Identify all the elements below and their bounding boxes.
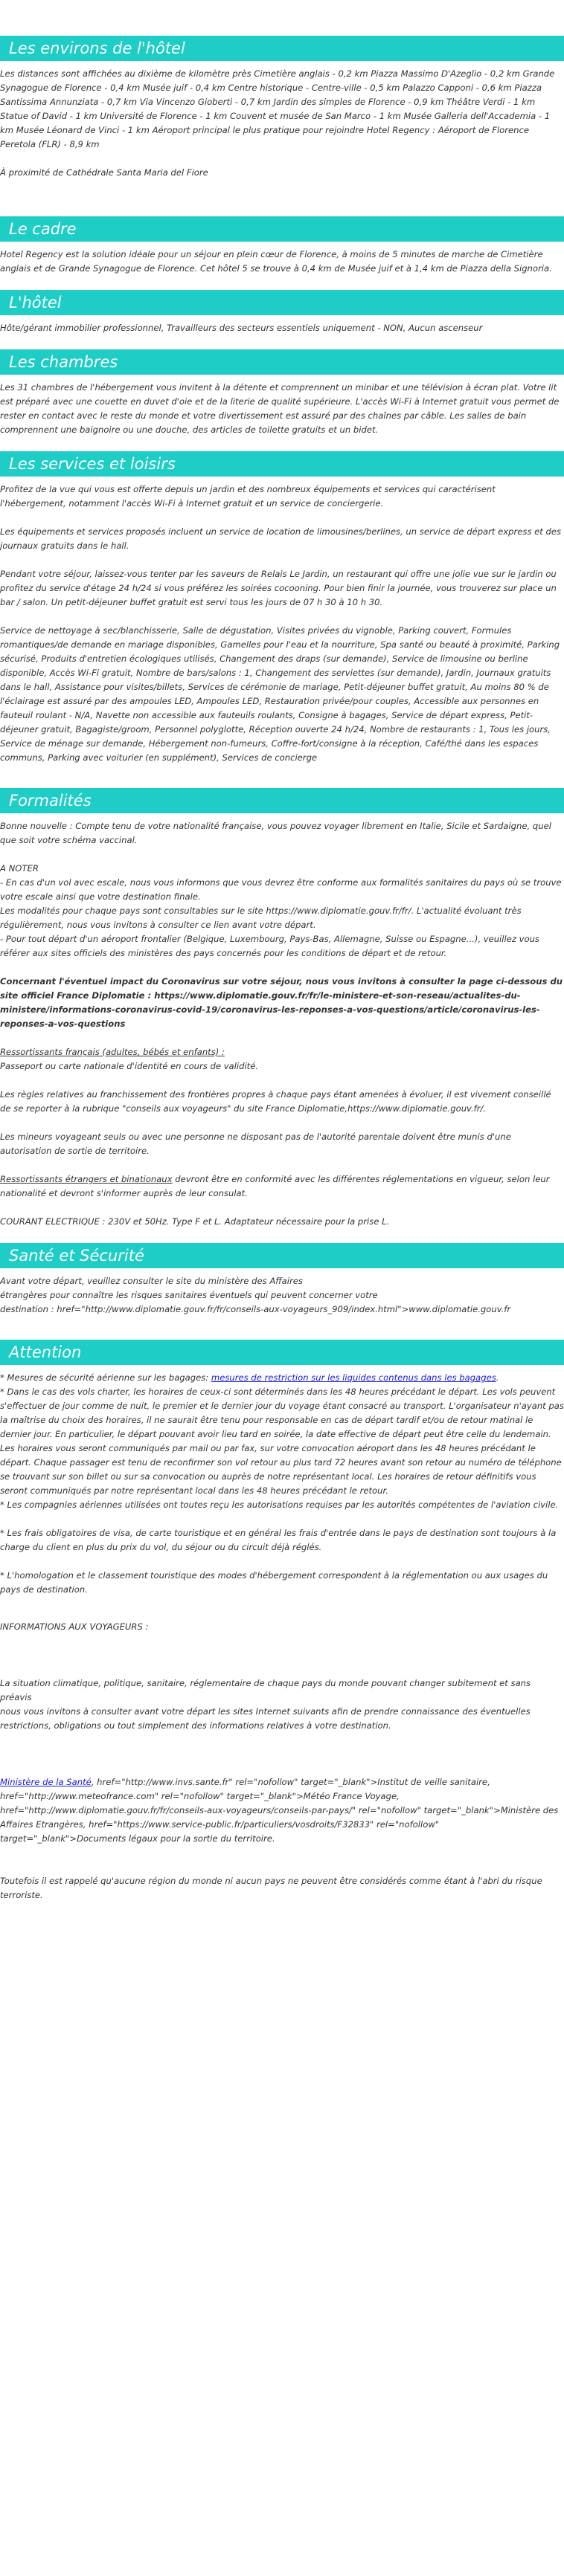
section-title-cadre: Le cadre — [0, 216, 564, 242]
attention-sources — [0, 1775, 564, 1846]
services-equipment: Les équipements et services proposés incluent un service de location de limousines/berlines, un service de départ express et des journaux gratuits dans le hall. — [0, 526, 562, 551]
section-title-attention: Attention — [0, 1340, 564, 1365]
section-body-hotel — [0, 321, 564, 335]
section-environs — [0, 36, 564, 180]
sante-line-3: destination : href="http://www.diplomatie.gouv.fr/fr/conseils-aux-voyageurs_909/index.html">www.diplomatie.gouv.fr — [0, 1304, 511, 1314]
formalites-minors: Les mineurs voyageant seuls ou avec une personne ne disposant pas de l'autorité parentale doivent être munis d'une autorisation de sortie de territoire. — [0, 1132, 511, 1156]
formalites-electric: COURANT ELECTRIQUE : 230V et 50Hz. Type F et L. Adaptateur nécessaire pour la prise L. — [0, 1216, 390, 1227]
attention-airlines: * Les compagnies aériennes utilisées ont toutes reçu les autorisations requises par les autorités compétentes de l'aviation civile. — [0, 1500, 559, 1510]
services-intro: Profitez de la vue qui vous est offerte depuis un jardin et des nombreux équipements et services qui caractérisent l'hébergement, notamment l'accès Wi-Fi à Internet gratuit et un service de conciergerie. — [0, 484, 496, 509]
section-sante — [0, 1243, 564, 1317]
section-body-services — [0, 482, 564, 765]
liquids-restriction-link[interactable]: mesures de restriction sur les liquides contenus dans les bagages — [211, 1372, 496, 1383]
section-title-formalites: Formalités — [0, 788, 564, 813]
cadre-text: Hotel Regency est la solution idéale pour un séjour en plein cœur de Florence, à moins de 5 minutes de marche de Cimetière anglais et de Grande Synagogue de Florence. Cet hôtel 5 se trouve à 0,4 km de Musée juif et à 1,4 km de Piazza della Signoria. — [0, 249, 552, 274]
formalites-note-2: Les modalités pour chaque pays sont consultables sur le site https://www.diplomatie.gouv.fr/fr/. L'actualité évoluant très régulièrement, nous vous invitons à consulter ce lien avant votre départ. — [0, 906, 522, 930]
formalites-intro: Bonne nouvelle : Compte tenu de votre nationalité française, vous pouvez voyager librement en Italie, Sicile et Sardaigne, quel que soit votre schéma vaccinal. — [0, 821, 551, 845]
services-list: Service de nettoyage à sec/blanchisserie, Salle de dégustation, Visites privées du vignoble, Parking couvert, Formules romantiques/de demande en mariage disponibles, Gamelles pour l'eau et la nourriture, Spa santé ou beauté à proximité, Parking sécurisé, Produits d'entretien écologiques utilisés, Changement des draps (sur demande), Service de limousine ou berline disponible, Accès Wi-Fi gratuit, Nombre de bars/salons : 1, Changement des serviettes (sur demande), Jardin, Journaux gratuits dans le hall, Assistance pour visites/billets, Services de cérémonie de mariage, Petit-déjeuner buffet gratuit, Au moins 80 % de l'éclairage est assuré par des ampoules LED, Ampoules LED, Restauration privée/pour couples, Accessible aux personnes en fauteuil roulant - N/A, Navette non accessible aux fauteuils roulants, Consigne à bagages, Service de départ express, Petit-déjeuner gratuit, Bagagiste/groom, Personnel polyglotte, Réception ouverte 24 h/24, Nombre de restaurants : 1, Tous les jours, Service de ménage sur demande, Hébergement non-fumeurs, Coffre-fort/consigne à la réception, Café/thé dans les espaces communs, Parking avec voiturier (en supplément), Services de concierge — [0, 625, 560, 763]
formalites-foreign-text: devront être en conformité avec les différentes réglementations en vigueur, selon leur nationalité et devront s'informer auprès de leur consulat. — [0, 1174, 550, 1198]
section-chambres — [0, 349, 564, 437]
section-body-cadre — [0, 248, 564, 276]
attention-terror: Toutefois il est rappelé qu'aucune région du monde ni aucun pays ne peuvent être considérés comme étant à l'abri du risque terroriste. — [0, 1876, 542, 1900]
attention-info-label: INFORMATIONS AUX VOYAGEURS : — [0, 1621, 149, 1632]
attention-visa: * Les frais obligatoires de visa, de carte touristique et en général les frais d'entrée dans le pays de destination sont toujours à la charge du client en plus du prix du vol, du séjour ou du circuit déjà réglés. — [0, 1528, 557, 1552]
spacer — [0, 194, 564, 216]
section-body-chambres — [0, 381, 564, 437]
section-cadre — [0, 216, 564, 276]
section-services — [0, 451, 564, 765]
formalites-foreign-label: Ressortissants étrangers et binationaux — [0, 1174, 173, 1184]
section-title-chambres: Les chambres — [0, 349, 564, 375]
section-title-sante: Santé et Sécurité — [0, 1243, 564, 1268]
section-hotel — [0, 290, 564, 335]
environs-distances: Les distances sont affichées au dixième de kilomètre près Cimetière anglais - 0,2 km Piazza Massimo D'Azeglio - 0,2 km Grande Synagogue de Florence - 0,4 km Musée juif - 0,4 km Centre historique - Centre-ville - 0,5 km Palazzo Capponi - 0,6 km Piazza Santissima Annunziata - 0,7 km Via Vincenzo Gioberti - 0,7 km Jardin des simples de Florence - 0,9 km Théâtre Verdi - 1 km Statue of David - 1 km Université de Florence - 1 km Couvent et musée de San Marco - 1 km Musée Galleria dell'Accademia - 1 km Musée Léonard de Vinci - 1 km Aéroport principal le plus pratique pour rejoindre Hotel Regency : Aéroport de Florence Peretola (FLR) - 8,9 km — [0, 68, 555, 149]
section-body-formalites — [0, 819, 564, 1229]
environs-proximity: À proximité de Cathédrale Santa Maria del Fiore — [0, 167, 208, 178]
section-title-environs: Les environs de l'hôtel — [0, 36, 564, 61]
formalites-covid: Concernant l'éventuel impact du Coronavirus sur votre séjour, nous vous invitons à consulter la page ci-dessous du site officiel France Diplomatie : https://www.diplomatie.gouv.fr/fr/le-ministere-et-son-reseau/actualites-du-ministere/informations-coronavirus-covid-19/coronavirus-les-reponses-a-vos-questions/article/coronavirus-les-reponses-a-vos-questions — [0, 976, 563, 1029]
formalites-note-1: - En cas d'un vol avec escale, nous vous informons que vous devrez être conforme aux formalités sanitaires du pays où se trouve votre escale ainsi que votre destination finale. — [0, 877, 562, 902]
attention-baggage-prefix: * Mesures de sécurité aérienne sur les bagages: — [0, 1372, 211, 1383]
services-restaurant: Pendant votre séjour, laissez-vous tenter par les saveurs de Relais Le Jardin, un restaurant qui offre une jolie vue sur le jardin ou profitez du service d'étage 24 h/24 si vous préférez les soirées cocooning. Pour bien finir la journée, vous trouverez sur place un bar / salon. Un petit-déjeuner buffet gratuit est servi tous les jours de 07 h 30 à 10 h 30. — [0, 569, 557, 607]
attention-baggage — [0, 1371, 564, 1385]
chambres-text: Les 31 chambres de l'hébergement vous invitent à la détente et comprennent un minibar et une télévision à écran plat. Votre lit est préparé avec une couette en duvet d'oie et de la literie de qualité supérieure. L'accès Wi-Fi à Internet gratuit vous permet de rester en contact avec le reste du monde et votre divertissement est assuré par des chaînes par câble. Les salles de bain comprennent une baignoire ou une douche, des articles de toilette gratuits et un bidet. — [0, 382, 560, 435]
section-formalites — [0, 788, 564, 1229]
health-ministry-link[interactable]: Ministère de la Santé — [0, 1777, 92, 1787]
formalites-french-label: Ressortissants français (adultes, bébés et enfants) : — [0, 1047, 225, 1057]
formalites-note-3: - Pour tout départ d'un aéroport frontalier (Belgique, Luxembourg, Pays-Bas, Allemagne, Suisse ou Espagne...), veuillez vous référer aux sites officiels des ministères des pays concernés pour les conditions de départ et de retour. — [0, 934, 539, 958]
formalites-rules: Les règles relatives au franchissement des frontières propres à chaque pays étant amenées à évoluer, il est vivement conseillé de se reporter à la rubrique "conseils aux voyageurs" du site France Diplomatie,https://www.diplomatie.gouv.fr/. — [0, 1089, 551, 1114]
sante-line-1: Avant votre départ, veuillez consulter le site du ministère des Affaires — [0, 1276, 303, 1286]
section-body-attention — [0, 1371, 564, 1902]
formalites-note-label: A NOTER — [0, 863, 39, 874]
spacer — [0, 779, 564, 788]
hotel-text: Hôte/gérant immobilier professionnel, Travailleurs des secteurs essentiels uniquement - NON, Aucun ascenseur — [0, 323, 483, 333]
formalites-french-text: Passeport ou carte nationale d'identité en cours de validité. — [0, 1061, 259, 1071]
attention-situation: La situation climatique, politique, sanitaire, réglementaire de chaque pays du monde pouvant changer subitement et sans préavis — [0, 1678, 531, 1702]
attention-charter: * Dans le cas des vols charter, les horaires de ceux-ci sont déterminés dans les 48 heures précédant le départ. Les vols peuvent s'effectuer de jour comme de nuit, le premier et le dernier jour du voyage étant consacré au transport. L'organisateur n'ayant pas la maîtrise du choix des horaires, il ne saurait être tenu pour responsable en cas de départ tardif et/ou de retour matinal le dernier jour. En particulier, le départ pouvant avoir lieu tard en soirée, la date effective de départ peut être celle du lendemain. Les horaires vous seront communiqués par mail ou par fax, sur votre convocation aéroport dans les 48 heures précédant le départ. Chaque passager est tenu de reconfirmer son vol retour au plus tard 72 heures avant son retour au numéro de téléphone se trouvant sur son billet ou sur sa convocation ou auprès de notre représentant local. Les horaires de retour définitifs vous seront communiqués par notre représentant local dans les 48 heures précédant le retour. — [0, 1387, 564, 1496]
formalites-foreign — [0, 1172, 564, 1201]
attention-situation-2: nous vous invitons à consulter avant votre départ les sites Internet suivants afin de prendre connaissance des éventuelles restrictions, obligations ou tout simplement des informations relatives à votre destination. — [0, 1706, 531, 1731]
spacer — [0, 1611, 564, 1620]
section-title-hotel: L'hôtel — [0, 290, 564, 315]
section-body-environs — [0, 67, 564, 180]
section-title-services: Les services et loisirs — [0, 451, 564, 477]
attention-homologation: * L'homologation et le classement touristique des modes d'hébergement correspondent à la réglementation ou aux usages du pays de destination. — [0, 1570, 548, 1595]
sante-line-2: étrangères pour connaître les risques sanitaires éventuels qui peuvent concerner votre — [0, 1290, 378, 1300]
section-attention — [0, 1340, 564, 1902]
spacer — [0, 1331, 564, 1340]
section-body-sante — [0, 1274, 564, 1317]
attention-sources-text: , href="http://www.invs.sante.fr" rel="nofollow" target="_blank">Institut de veille sanitaire, href="http://www.meteofrance.com" rel="nofollow" target="_blank">Météo France Voyage, href="http://www.diplomatie.gouv.fr/fr/conseils-aux-voyageurs/conseils-par-pays/" rel="nofollow" target="_blank">Ministère des Affaires Etrangères, href="https://www.service-public.fr/particuliers/vosdroits/F32833" rel="nofollow" target="_blank">Documents légaux pour la sortie du territoire. — [0, 1777, 559, 1844]
attention-baggage-suffix: . — [496, 1372, 499, 1383]
